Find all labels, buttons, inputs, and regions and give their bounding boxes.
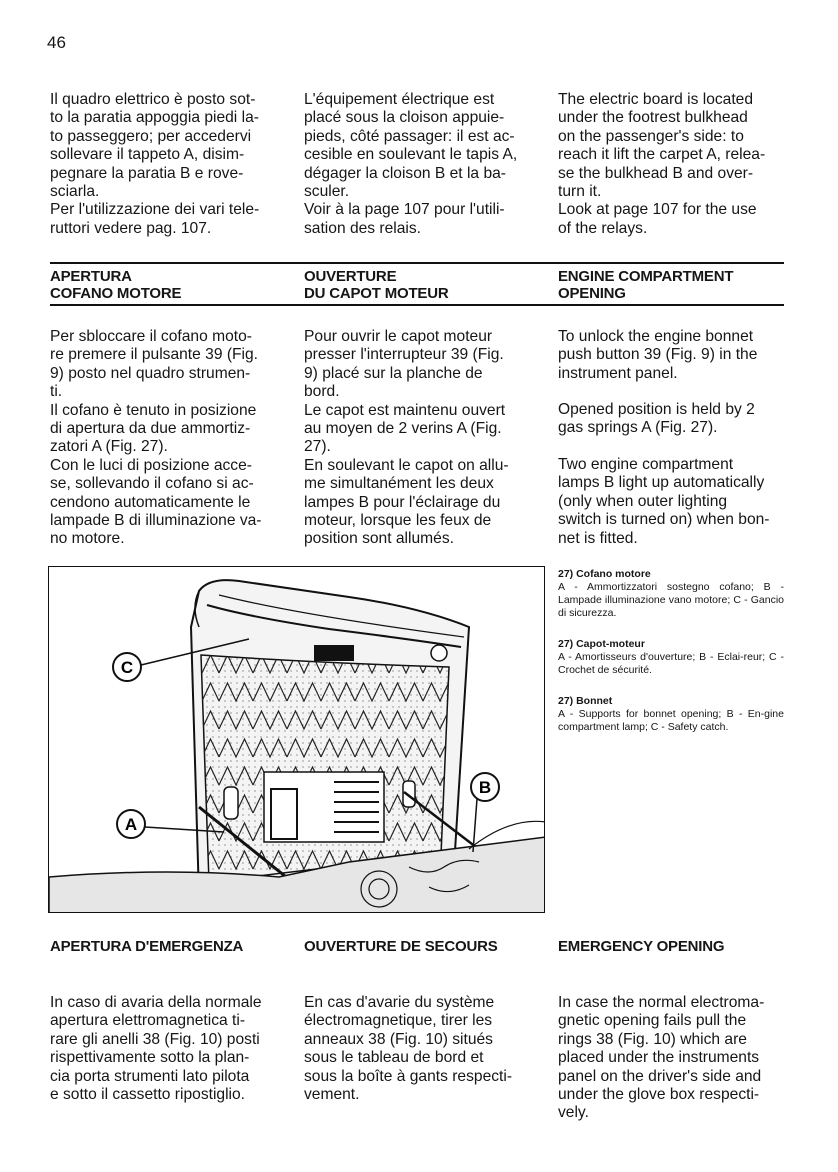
heading-emergency-italian: APERTURA D'EMERGENZA bbox=[50, 938, 244, 955]
caption-italian bbox=[558, 568, 784, 620]
heading-emergency-english: EMERGENCY OPENING bbox=[558, 938, 725, 955]
top-vent bbox=[314, 645, 354, 661]
callout-c-label: C bbox=[120, 658, 134, 677]
caption-italian-title: 27) Cofano motore bbox=[558, 568, 651, 580]
heading-emergency-french: OUVERTURE DE SECOURS bbox=[304, 938, 498, 955]
bonnet-drawing bbox=[49, 567, 545, 913]
bonnet-text-english-3: Two engine compartment lamps B light up automatically (only when outer lighting switch is turned on) when bon- net is fitted. bbox=[558, 456, 770, 547]
caption-french-title: 27) Capot-moteur bbox=[558, 638, 645, 650]
heading-bonnet-french: OUVERTURE DU CAPOT MOTEUR bbox=[304, 268, 449, 302]
figure-27-bonnet-illustration bbox=[48, 566, 545, 913]
intro-text-french: L'équipement électrique est placé sous la cloison appuie- pieds, côté passager: il est ac- cesible en soulevant le tapis A, dégager la cloison B et la ba- sculer. Voir à la page 107 pour l'utili- sation des relais. bbox=[304, 91, 518, 237]
callout-a-label: A bbox=[124, 815, 138, 834]
intro-text-italian: Il quadro elettrico è posto sot- to la paratia appoggia piedi la- to passeggero; per accedervi sollevare il tappeto A, disim- pegnare la paratia B e rove- sciarla. Per l'utilizzazione dei vari tele- ruttori vedere pag. 107. bbox=[50, 91, 260, 237]
bonnet-text-french: Pour ouvrir le capot moteur presser l'interrupteur 39 (Fig. 9) placé sur la planche de bord. Le capot est maintenu ouvert au moyen de 2 verins A (Fig. 27). En soulevant le capot on allu- me simultanément les deux lampes B pour l'éclairage du moteur, lorsque les feux de position sont allumés. bbox=[304, 328, 509, 548]
bonnet-text-english-2: Opened position is held by 2 gas springs A (Fig. 27). bbox=[558, 401, 755, 437]
emergency-text-french: En cas d'avarie du système électromagnetique, tirer les anneaux 38 (Fig. 10) situés sous le tableau de bord et sous la boîte à gants respecti- vement. bbox=[304, 994, 513, 1104]
emergency-text-english: In case the normal electroma- gnetic opening fails pull the rings 38 (Fig. 10) which are placed under the instruments panel on the driver's side and under the glove box respecti- vely. bbox=[558, 994, 765, 1122]
section-rule-bottom bbox=[50, 304, 784, 306]
heading-bonnet-english: ENGINE COMPARTMENT OPENING bbox=[558, 268, 734, 302]
caption-english-title: 27) Bonnet bbox=[558, 695, 613, 707]
caption-italian-text: A - Ammortizzatori sostegno cofano; B - Lampade illuminazione vano motore; C - Gancio di sicurezza. bbox=[558, 581, 784, 619]
caption-english-text: A - Supports for bonnet opening; B - En-gine compartment lamp; C - Safety catch. bbox=[558, 708, 784, 733]
section-rule-top bbox=[50, 262, 784, 264]
page-number: 46 bbox=[47, 33, 66, 52]
caption-french bbox=[558, 638, 784, 677]
intro-text-english: The electric board is located under the footrest bulkhead on the passenger's side: to reach it lift the carpet A, relea- se the bulkhead B and over- turn it. Look at page 107 for the use of the relays. bbox=[558, 91, 766, 237]
callout-b bbox=[471, 773, 499, 852]
callout-b-label: B bbox=[478, 778, 492, 797]
caption-english bbox=[558, 695, 784, 734]
heading-bonnet-italian: APERTURA COFANO MOTORE bbox=[50, 268, 182, 302]
bonnet-text-italian: Per sbloccare il cofano moto- re premere il pulsante 39 (Fig. 9) posto nel quadro strumen- ti. Il cofano è tenuto in posizione di apertura da due ammortiz- zatori A (Fig. 27). Con le luci di posizione acce- se, sollevando il cofano si ac- cendono automaticamente le lampade B di illuminazione va- no motore. bbox=[50, 328, 262, 548]
bonnet-text-english-1: To unlock the engine bonnet push button 39 (Fig. 9) in the instrument panel. bbox=[558, 328, 758, 382]
caption-french-text: A - Amortisseurs d'ouverture; B - Eclai-reur; C - Crochet de sécurité. bbox=[558, 651, 784, 676]
emergency-text-italian: In caso di avaria della normale apertura elettromagnetica ti- rare gli anelli 38 (Fig. 10) posti rispettivamente sotto la plan- cia porta strumenti lato pilota e sotto il cassetto ripostiglio. bbox=[50, 994, 262, 1104]
